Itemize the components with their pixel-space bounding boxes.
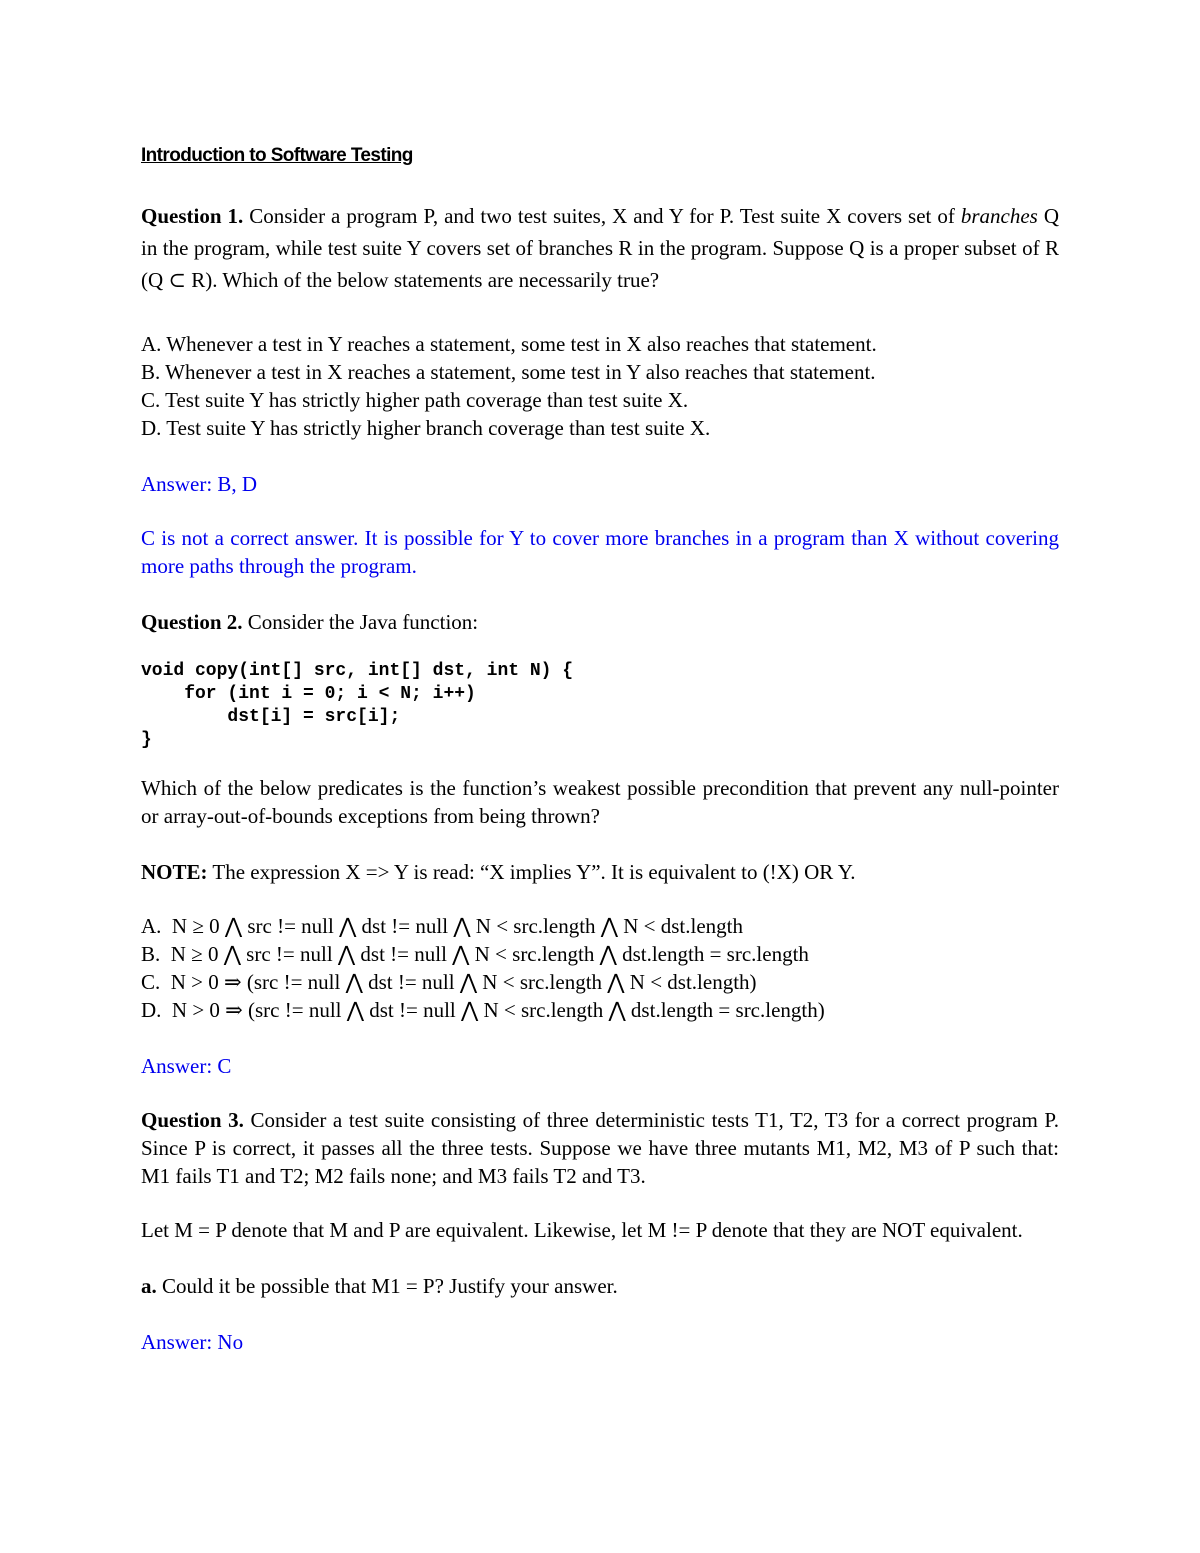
code-block	[141, 660, 1059, 752]
question-3-part-a	[141, 1270, 1059, 1302]
question-2	[141, 606, 1059, 1082]
question-3-answer: Answer: No	[141, 1330, 244, 1354]
question-1-label: Question 1.	[141, 204, 244, 228]
question-1-text-part-2: Q in the program, while test suite Y covers set of branches R in the program. Suppose Q is a proper subset of R (Q ⊂ R). Which of the below statements are necessarily true?	[141, 204, 1059, 292]
question-2-question: Which of the below predicates is the function’s weakest possible precondition that prevent any null-pointer or array-out-of-bounds exceptions from being thrown?	[141, 776, 1059, 828]
part-a-label: a.	[141, 1274, 157, 1298]
question-1-option-c: C. Test suite Y has strictly higher path coverage than test suite X.	[141, 388, 689, 412]
document-content	[141, 140, 1059, 1358]
question-3-equivalence: Let M = P denote that M and P are equivalent. Likewise, let M != P denote that they are NOT equivalent.	[141, 1218, 1023, 1242]
note-text: The expression X => Y is read: “X implies Y”. It is equivalent to (!X) OR Y.	[207, 860, 856, 884]
question-2-option-d: D. N > 0 ⇒ (src != null ⋀ dst != null ⋀ N < src.length ⋀ dst.length = src.length)	[141, 998, 825, 1022]
question-3-label: Question 3.	[141, 1108, 244, 1132]
question-2-option-c: C. N > 0 ⇒ (src != null ⋀ dst != null ⋀ N < src.length ⋀ N < dst.length)	[141, 970, 757, 994]
note-label: NOTE:	[141, 860, 208, 884]
code-line: void copy(int[] src, int[] dst, int N) {	[141, 661, 574, 681]
question-3-text	[141, 1106, 1059, 1190]
question-1-options	[141, 330, 1059, 442]
question-2-option-a: A. N ≥ 0 ⋀ src != null ⋀ dst != null ⋀ N < src.length ⋀ N < dst.length	[141, 914, 744, 938]
question-2-intro	[141, 606, 1059, 638]
question-2-option-b: B. N ≥ 0 ⋀ src != null ⋀ dst != null ⋀ N < src.length ⋀ dst.length = src.length	[141, 942, 809, 966]
question-2-options	[141, 912, 1059, 1024]
question-1-answer: Answer: B, D	[141, 472, 258, 496]
document-title: Introduction to Software Testing	[141, 145, 413, 166]
question-2-intro-text: Consider the Java function:	[242, 610, 479, 634]
question-1	[141, 200, 1059, 580]
question-3-body: Consider a test suite consisting of three deterministic tests T1, T2, T3 for a correct program P. Since P is correct, it passes all the three tests. Suppose we have three mutants M1, M2, M3 of P such that: M1 fails T1 and T2; M2 fails none; and M3 fails T2 and T3.	[141, 1108, 1059, 1188]
question-3	[141, 1106, 1059, 1358]
code-line: dst[i] = src[i];	[141, 707, 401, 727]
question-2-label: Question 2.	[141, 610, 243, 634]
question-1-option-a: A. Whenever a test in Y reaches a statement, some test in X also reaches that statement.	[141, 332, 877, 356]
question-1-option-b: B. Whenever a test in X reaches a statement, some test in Y also reaches that statement.	[141, 360, 876, 384]
question-2-answer: Answer: C	[141, 1054, 232, 1078]
question-1-text-part-1: Consider a program P, and two test suites, X and Y for P. Test suite X covers set of	[243, 204, 961, 228]
question-1-explanation: C is not a correct answer. It is possible for Y to cover more branches in a program than X without covering more paths through the program.	[141, 526, 1059, 578]
code-line: }	[141, 730, 152, 750]
question-1-text	[141, 200, 1059, 296]
question-1-option-d: D. Test suite Y has strictly higher branch coverage than test suite X.	[141, 416, 711, 440]
question-1-italic-term: branches	[960, 204, 1038, 228]
question-2-note	[141, 856, 1059, 888]
code-line: for (int i = 0; i < N; i++)	[141, 684, 476, 704]
part-a-text: Could it be possible that M1 = P? Justify your answer.	[156, 1274, 618, 1298]
